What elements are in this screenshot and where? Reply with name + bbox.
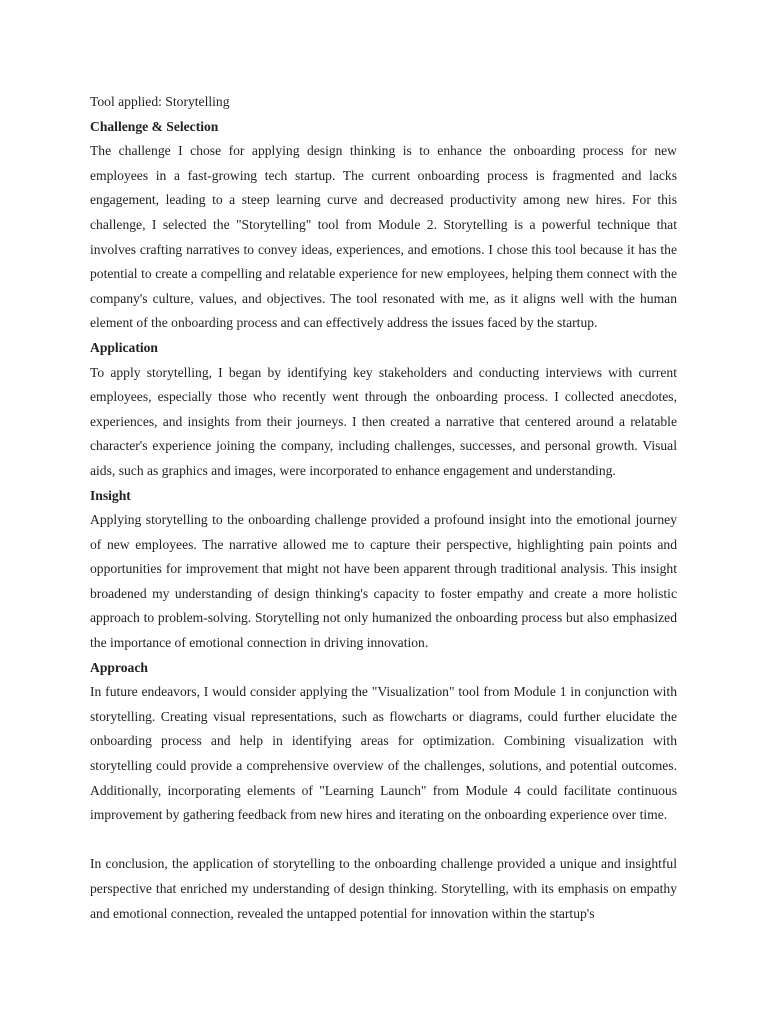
section-paragraph-approach: In future endeavors, I would consider applying the "Visualization" tool from Module 1 in conjunction with storytelling. Creating visual representations, such as flowcharts or diagrams, could further elucidate the onboarding process and help in identifying areas for optimization. Combining visualization with storytelling could provide a comprehensive overview of the challenges, solutions, and potential outcomes. Additionally, incorporating elements of "Learning Launch" from Module 4 could facilitate continuous improvement by gathering feedback from new hires and iterating on the onboarding experience over time.: [90, 684, 677, 823]
section-heading-application: Application: [90, 339, 158, 355]
conclusion-paragraph: In conclusion, the application of storytelling to the onboarding challenge provided a unique and insightful perspective that enriched my understanding of design thinking. Storytelling, with its emphasis on empathy and emotional connection, revealed the untapped potential for innovation within the startup's: [90, 856, 677, 921]
paragraph-spacer: [90, 828, 677, 853]
section-paragraph-challenge: The challenge I chose for applying design thinking is to enhance the onboarding process for new employees in a fast-growing tech startup. The current onboarding process is fragmented and lacks engagement, leading to a steep learning curve and decreased productivity among new hires. For this challenge, I selected the "Storytelling" tool from Module 2. Storytelling is a powerful technique that involves crafting narratives to convey ideas, experiences, and emotions. I chose this tool because it has the potential to create a compelling and relatable experience for new employees, helping them connect with the company's culture, values, and objectives. The tool resonated with me, as it aligns well with the human element of the onboarding process and can effectively address the issues faced by the startup.: [90, 143, 677, 331]
document-body: [90, 90, 677, 926]
tool-applied-line: Tool applied: Storytelling: [90, 94, 230, 109]
section-heading-approach: Approach: [90, 659, 148, 675]
section-paragraph-insight: Applying storytelling to the onboarding challenge provided a profound insight into the emotional journey of new employees. The narrative allowed me to capture their perspective, highlighting pain points and opportunities for improvement that might not have been apparent through traditional analysis. This insight broadened my understanding of design thinking's capacity to foster empathy and create a more holistic approach to problem-solving. Storytelling not only humanized the onboarding process but also emphasized the importance of emotional connection in driving innovation.: [90, 512, 677, 651]
section-paragraph-application: To apply storytelling, I began by identifying key stakeholders and conducting interviews with current employees, especially those who recently went through the onboarding process. I collected anecdotes, experiences, and insights from their journeys. I then created a narrative that centered around a relatable character's experience joining the company, including challenges, successes, and personal growth. Visual aids, such as graphics and images, were incorporated to enhance engagement and understanding.: [90, 364, 677, 478]
section-heading-insight: Insight: [90, 487, 131, 503]
section-heading-challenge: Challenge & Selection: [90, 118, 219, 134]
